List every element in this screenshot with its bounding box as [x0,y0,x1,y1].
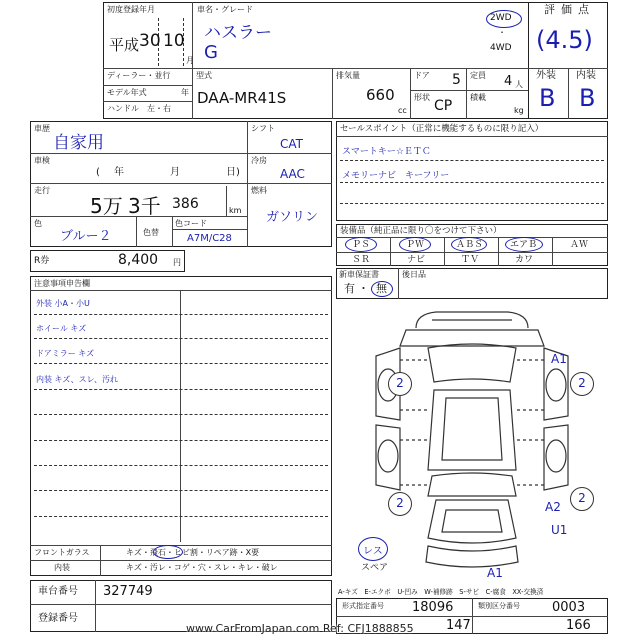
mileage-sen: 3千 [128,194,161,218]
follow-label: 後日品 [402,270,426,279]
damage-a1-rear: A1 [487,566,503,580]
model-year-unit: 年 [181,88,189,97]
equip-airbag: エアＢ [510,240,538,250]
bottom-value-4: 166 [566,618,591,633]
type-label: 型式 [196,71,212,80]
fuel-label: 燃料 [251,186,267,195]
grade: G [204,42,218,63]
model-code-value: 18096 [412,600,454,615]
equip-sr: ＳＲ [352,255,371,265]
sales-label: セールスポイント（正常に機能するものに限り記入） [340,124,544,134]
fuel-value: ガソリン [266,210,319,225]
glass-text: キズ・飛石・ヒビ割・リペア跡・X要 [126,548,260,557]
color-change-label: 色替 [143,228,159,237]
damage-wheel-front-right: 2 [570,372,594,396]
glass-circle [153,545,183,559]
load-label: 積載 [470,93,486,102]
ac-label: 冷房 [251,156,267,165]
model-name: ハスラー [204,23,272,43]
note-line-1: 外装 小A・小U [36,299,90,308]
cc-unit: cc [398,106,407,115]
equip-navi: ナビ [407,255,426,265]
inspection-day: 日) [226,167,240,178]
recycle-value: 8,400 [118,252,159,268]
drive-dot: ・ [498,28,506,37]
color-label: 色 [34,219,42,228]
type-value: DAA-MR41S [197,89,287,107]
inspection-label: 車検 [34,156,50,165]
capacity-label: 定員 [470,71,486,80]
damage-a1-front: A1 [551,352,567,366]
color-code-label: 色コード [175,219,207,228]
note-line-2: ホイール キズ [36,324,87,333]
equip-ps: ＰＳ [352,240,371,250]
model-year-label: モデル年式 [107,88,147,97]
rating-value: (4.5) [536,26,593,54]
equipment-label: 装備品（純正品に限り〇をつけて下さい） [340,226,502,236]
glass-label: フロントガラス [34,548,90,557]
displacement-value: 660 [366,86,395,104]
spare-label: スペア [361,563,389,573]
warranty-label: 新車保証書 [339,270,379,279]
recycle-unit: 円 [173,258,181,267]
warranty-none: 無 [376,282,387,295]
equip-leather: カワ [515,255,534,265]
reg-year: 30 [139,31,161,51]
equip-aw: ＡＷ [570,240,589,250]
warranty-has: 有 [344,282,355,295]
notes-label: 注意事項申告欄 [34,279,90,288]
recycle-block [30,250,185,272]
handle-label: ハンドル 左・右 [107,104,171,113]
chassis-value: 327749 [103,584,153,599]
damage-wheel-front-left: 2 [388,372,412,396]
note-line-4: 内装 キズ、スレ、汚れ [36,375,118,384]
mileage-label: 走行 [34,186,50,195]
damage-u1-rear: U1 [551,523,568,537]
dealer-label: ディーラー・並行 [107,71,171,80]
damage-a2-rear: A2 [545,500,561,514]
interior-label: 内装 [576,70,596,81]
capacity-unit: 人 [515,80,523,89]
ps-circle [345,237,377,252]
drive-4wd: 4WD [490,43,512,53]
inspection-open: ( [96,167,100,178]
door-value: 5 [452,72,461,88]
sales-line-1: スマートキー☆ＥＴＣ [342,147,431,157]
equip-pw: ＰＷ [406,240,425,250]
warranty-none-circle [371,281,393,297]
color-code: A7M/C28 [187,233,232,244]
exterior-grade: B [539,84,556,112]
kg-unit: kg [514,106,524,115]
note-line-3: ドアミラー キズ [36,349,95,358]
damage-legend: A-キズ E-エクボ U-凹み W-補修跡 S-サビ C-腐食 XX-交換済 [338,588,544,596]
displacement-label: 排気量 [336,71,360,80]
warranty-sep: ・ [358,282,369,295]
mileage-man: 5万 [90,194,123,218]
sales-line-2: メモリーナビ キーフリー [342,171,450,181]
rating-label: 評価点 [544,3,595,16]
model-code-label: 形式指定番号 [342,602,384,610]
equip-tv: ＴＶ [461,255,480,265]
registration-label: 登録番号 [38,613,78,624]
drive-2wd: 2WD [490,13,512,23]
spare-note: レス [363,546,383,557]
interior-row-label: 内装 [54,563,70,572]
history-label: 車歴 [34,124,50,133]
shift-label: シフト [251,124,275,133]
reg-month: 10 [163,31,185,51]
exterior-label: 外装 [536,70,556,81]
watermark: www.CarFromJapan.com Ref: CFJ1888855 [186,622,414,635]
bottom-value-3: 147 [446,618,471,633]
shift-value: CAT [280,137,303,151]
category-code-value: 0003 [552,600,586,615]
reg-month-unit: 月 [186,56,194,65]
mileage-rest: 386 [172,196,199,212]
door-label: ドア [414,71,430,80]
equip-abs: ＡＢＳ [456,240,484,250]
interior-row-text: キズ・汚レ・コゲ・穴・スレ・キレ・破レ [126,563,278,572]
chassis-label: 車台番号 [38,586,78,597]
abs-circle [451,237,487,252]
reg-era: 平成 [109,36,140,54]
interior-grade: B [579,84,596,112]
model-name-label: 車名・グレード [197,5,253,14]
inspection-month: 月 [170,167,180,178]
airbag-circle [505,237,543,252]
damage-wheel-rear-right: 2 [570,487,594,511]
first-reg-label: 初度登録年月 [107,5,155,14]
pw-circle [399,237,431,252]
history-value: 自家用 [53,133,104,153]
damage-wheel-rear-left: 2 [388,492,412,516]
shape-label: 形状 [414,93,430,102]
recycle-label: R券 [34,256,50,266]
km-unit: km [229,206,242,215]
notes-block [30,276,332,576]
category-code-label: 類別区分番号 [478,602,520,610]
capacity-value: 4 [504,74,513,89]
color-value: ブルー２ [60,229,112,244]
inspection-year: 年 [114,167,124,178]
ac-value: AAC [280,167,305,181]
shape-value: CP [434,98,453,114]
